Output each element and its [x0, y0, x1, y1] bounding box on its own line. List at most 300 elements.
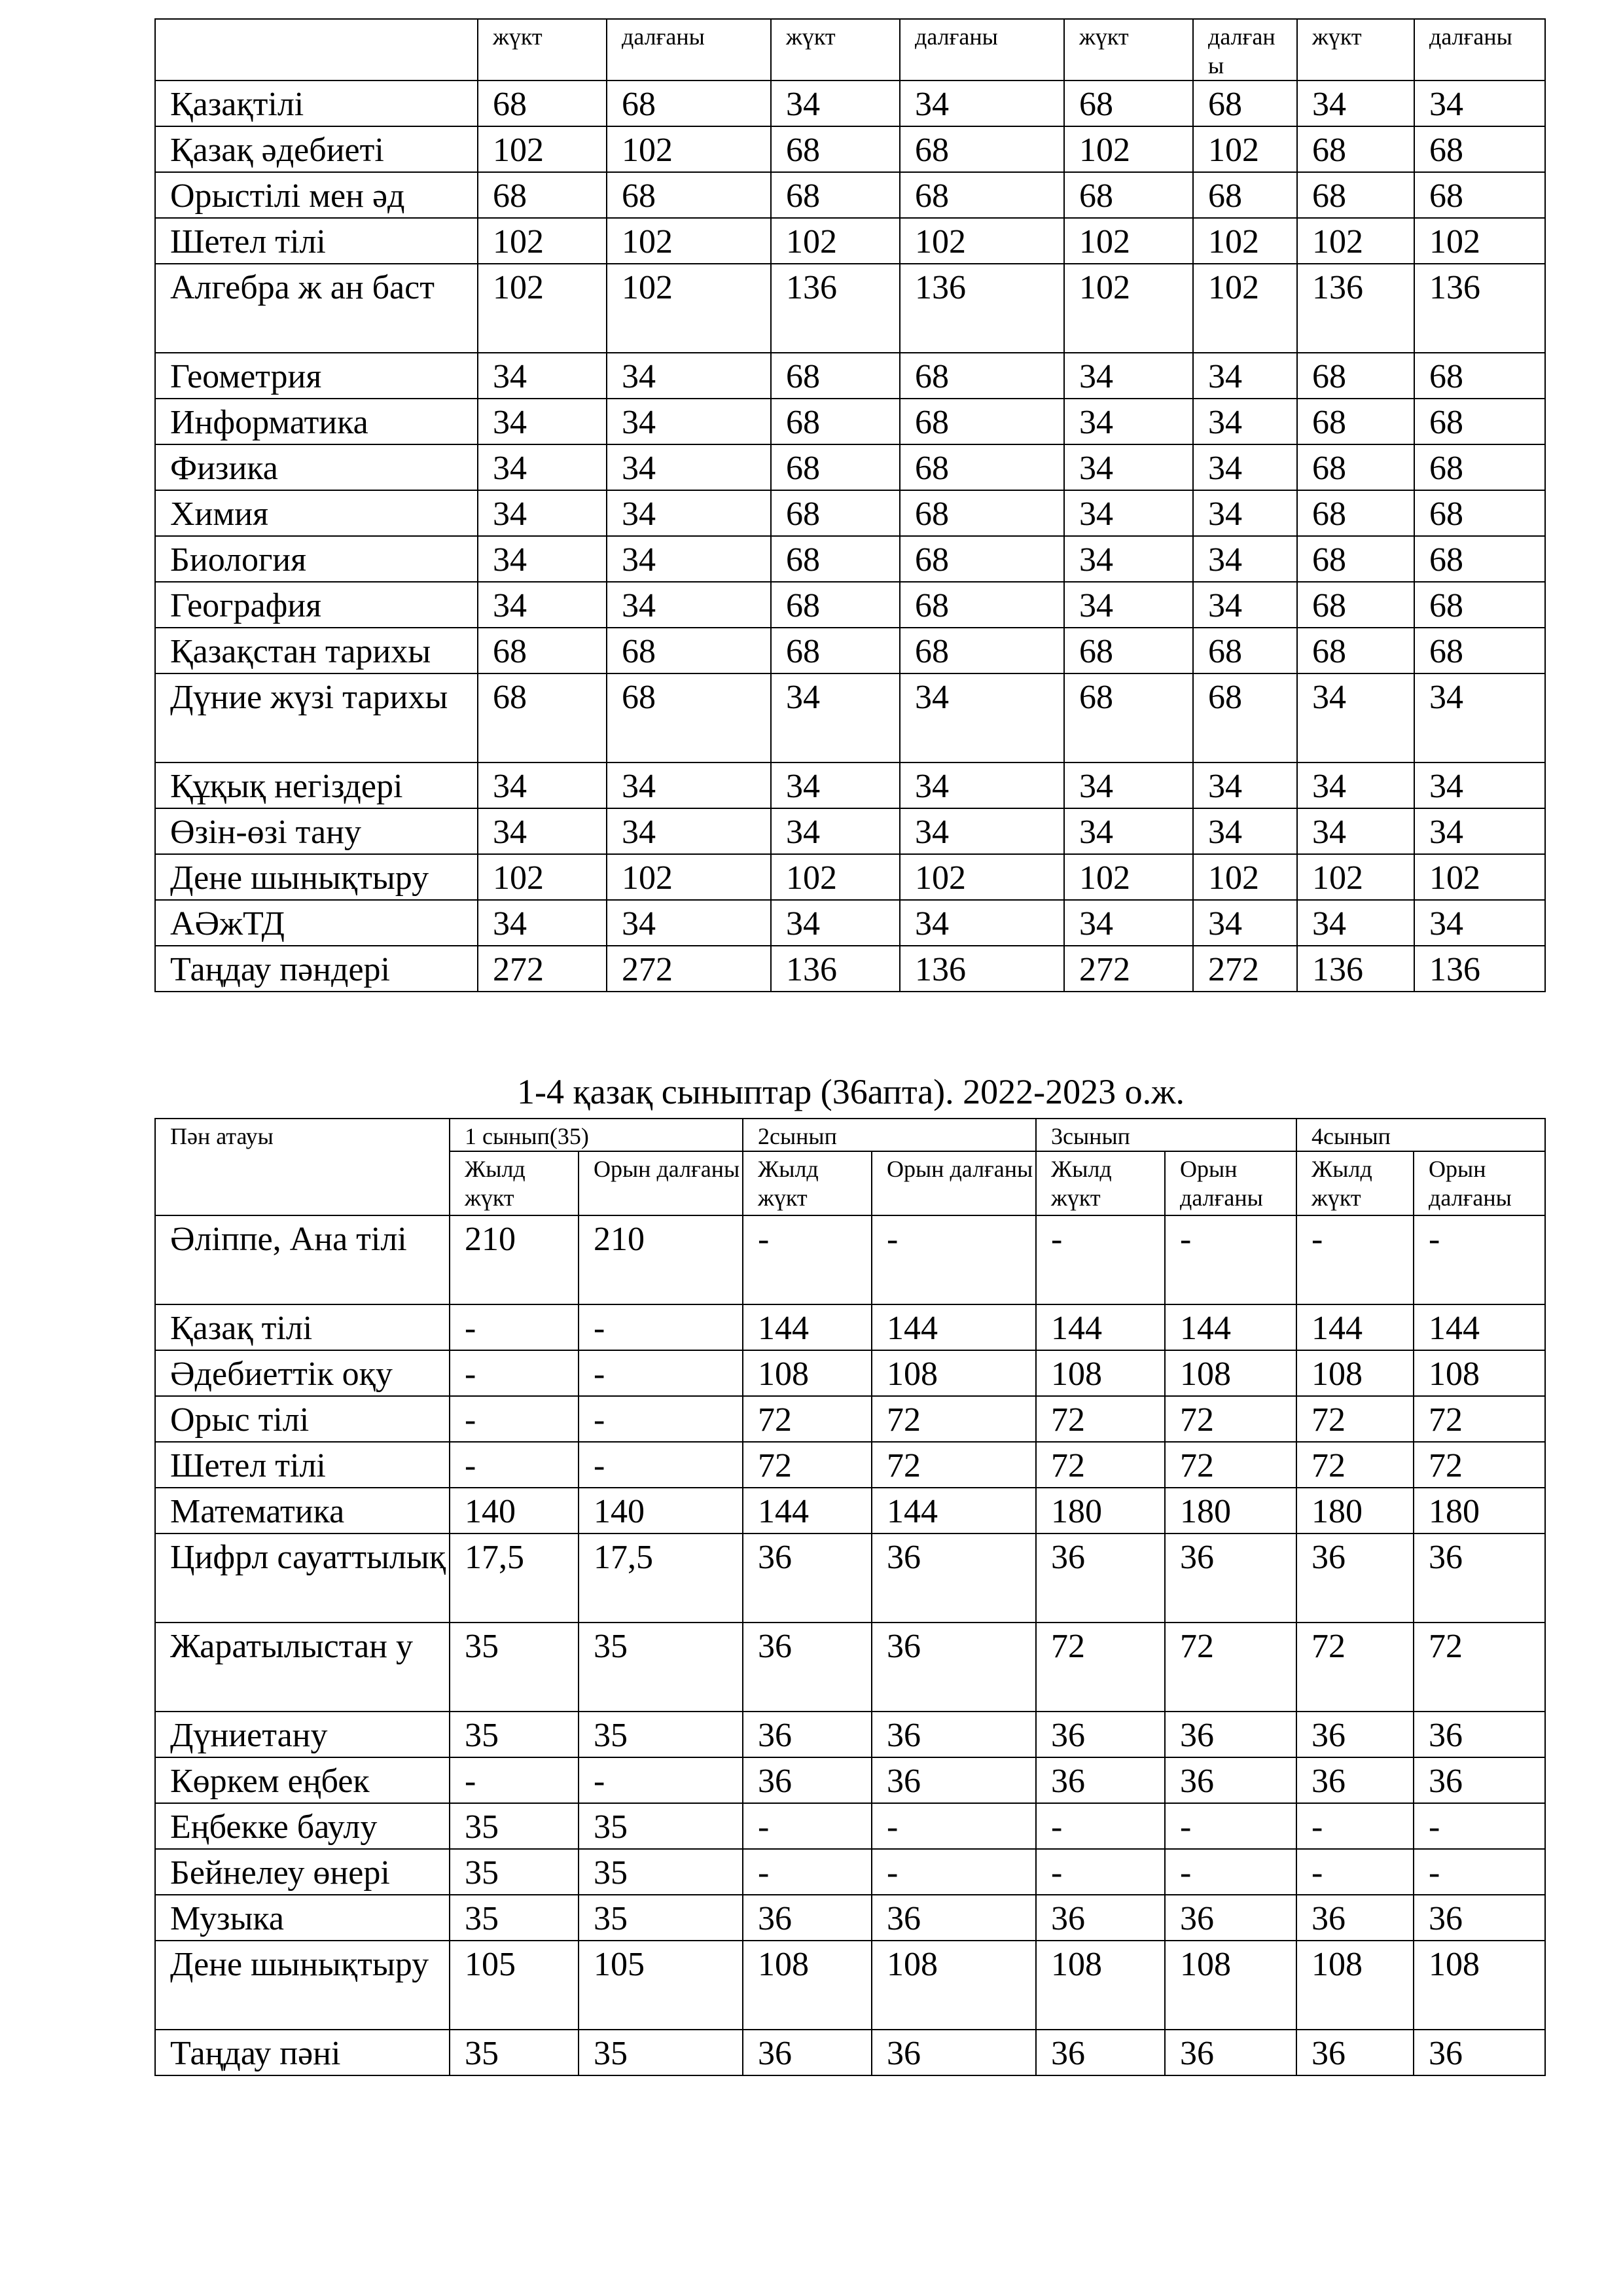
hours-cell: 68	[771, 126, 900, 172]
hours-cell: 136	[771, 264, 900, 353]
hours-cell: 102	[1193, 854, 1297, 900]
hours-cell: 36	[743, 1623, 872, 1712]
table-row	[155, 1304, 1545, 1350]
hours-cell: 34	[1193, 353, 1297, 399]
header-cell: жүкт	[478, 19, 607, 81]
hours-cell: 68	[771, 582, 900, 628]
hours-cell: -	[579, 1396, 743, 1442]
hours-cell: 34	[607, 399, 771, 444]
subject-name-cell: Биология	[155, 536, 478, 582]
subject-name-cell: Қазақ тілі	[155, 1304, 450, 1350]
hours-cell: 34	[1064, 444, 1193, 490]
hours-cell: 136	[1414, 946, 1545, 992]
table-row	[155, 536, 1545, 582]
hours-cell: 68	[900, 582, 1064, 628]
hours-cell: 34	[1193, 399, 1297, 444]
hours-cell: 144	[872, 1304, 1036, 1350]
hours-cell: 68	[1193, 81, 1297, 126]
subheader-cell: Жылд жүкт	[450, 1151, 579, 1215]
hours-cell: 105	[579, 1941, 743, 2030]
hours-cell: 68	[1297, 536, 1414, 582]
hours-cell: 102	[478, 218, 607, 264]
hours-table-grades-1-4	[154, 1118, 1546, 2076]
table-row	[155, 1534, 1545, 1623]
subject-name-cell: Қазақтілі	[155, 81, 478, 126]
hours-cell: 102	[607, 218, 771, 264]
hours-cell: -	[1036, 1849, 1165, 1895]
hours-cell: 72	[1165, 1442, 1296, 1488]
subheader-cell: Орын далғаны	[1165, 1151, 1296, 1215]
table-row	[155, 946, 1545, 992]
hours-cell: 180	[1165, 1488, 1296, 1534]
hours-cell: 272	[607, 946, 771, 992]
table-row	[155, 1396, 1545, 1442]
header-cell: жүкт	[771, 19, 900, 81]
hours-cell: 34	[771, 762, 900, 808]
hours-cell: 34	[771, 673, 900, 762]
hours-cell: 34	[1414, 762, 1545, 808]
hours-cell: 68	[1064, 81, 1193, 126]
hours-cell: 144	[872, 1488, 1036, 1534]
hours-cell: -	[872, 1849, 1036, 1895]
hours-cell: -	[1036, 1803, 1165, 1849]
hours-cell: 35	[450, 1712, 579, 1757]
subject-name-cell: Дүние жүзі тарихы	[155, 673, 478, 762]
hours-cell: 34	[478, 536, 607, 582]
subject-name-cell: Көркем еңбек	[155, 1757, 450, 1803]
hours-cell: 72	[1296, 1623, 1414, 1712]
hours-cell: -	[743, 1215, 872, 1304]
hours-cell: 68	[771, 444, 900, 490]
hours-cell: 34	[1414, 81, 1545, 126]
hours-cell: 17,5	[450, 1534, 579, 1623]
hours-cell: 36	[1296, 1895, 1414, 1941]
hours-cell: 34	[1193, 762, 1297, 808]
hours-cell: 36	[1414, 2030, 1545, 2075]
hours-cell: -	[1165, 1215, 1296, 1304]
hours-cell: 68	[478, 673, 607, 762]
hours-cell: 180	[1296, 1488, 1414, 1534]
hours-cell: 36	[1414, 1534, 1545, 1623]
table-row	[155, 399, 1545, 444]
hours-cell: 34	[1414, 900, 1545, 946]
subject-name-cell: АӘжТД	[155, 900, 478, 946]
table-row	[155, 854, 1545, 900]
hours-cell: 34	[478, 490, 607, 536]
hours-cell: 68	[607, 673, 771, 762]
hours-cell: 34	[1193, 490, 1297, 536]
header-cell: жүкт	[1297, 19, 1414, 81]
hours-cell: 34	[607, 444, 771, 490]
hours-cell: 102	[478, 126, 607, 172]
subject-name-cell: Өзін-өзі тану	[155, 808, 478, 854]
hours-cell: 35	[579, 2030, 743, 2075]
hours-cell: 136	[1414, 264, 1545, 353]
hours-cell: 36	[1036, 2030, 1165, 2075]
hours-cell: 36	[1296, 1534, 1414, 1623]
hours-cell: 180	[1036, 1488, 1165, 1534]
table-row	[155, 1442, 1545, 1488]
hours-cell: 72	[743, 1396, 872, 1442]
hours-cell: 35	[579, 1712, 743, 1757]
table-row	[155, 1895, 1545, 1941]
hours-cell: 108	[743, 1350, 872, 1396]
hours-cell: 108	[1296, 1350, 1414, 1396]
hours-cell: 68	[1297, 126, 1414, 172]
hours-cell: 144	[1165, 1304, 1296, 1350]
hours-cell: -	[1165, 1849, 1296, 1895]
hours-cell: 68	[900, 536, 1064, 582]
hours-cell: 34	[1064, 536, 1193, 582]
hours-cell: -	[450, 1350, 579, 1396]
subject-name-cell: Дүниетану	[155, 1712, 450, 1757]
hours-cell: 34	[1414, 808, 1545, 854]
hours-cell: 68	[1297, 172, 1414, 218]
hours-cell: 136	[900, 946, 1064, 992]
hours-cell: 36	[872, 1534, 1036, 1623]
hours-cell: 72	[1414, 1442, 1545, 1488]
hours-cell: 36	[1165, 1757, 1296, 1803]
subject-column-header: Пән атауы	[155, 1119, 450, 1215]
subheader-cell: Орын далғаны	[872, 1151, 1036, 1215]
hours-cell: 210	[450, 1215, 579, 1304]
table-row	[155, 628, 1545, 673]
hours-cell: 68	[1193, 172, 1297, 218]
hours-cell: 72	[1165, 1396, 1296, 1442]
hours-cell: 102	[607, 854, 771, 900]
table-row	[155, 1215, 1545, 1304]
hours-cell: -	[579, 1442, 743, 1488]
hours-cell: 34	[900, 673, 1064, 762]
hours-cell: 68	[478, 628, 607, 673]
hours-cell: 34	[607, 808, 771, 854]
hours-cell: 108	[1296, 1941, 1414, 2030]
hours-cell: -	[1296, 1215, 1414, 1304]
hours-cell: 102	[1414, 854, 1545, 900]
subheader-cell: Орын далғаны	[1414, 1151, 1545, 1215]
hours-cell: -	[872, 1803, 1036, 1849]
hours-cell: 68	[1414, 628, 1545, 673]
hours-cell: 34	[1193, 444, 1297, 490]
hours-cell: 34	[1193, 536, 1297, 582]
subject-name-cell: Орыс тілі	[155, 1396, 450, 1442]
hours-cell: 68	[1297, 399, 1414, 444]
hours-cell: 68	[900, 399, 1064, 444]
hours-cell: 36	[743, 1534, 872, 1623]
hours-cell: 68	[771, 536, 900, 582]
hours-cell: 108	[872, 1350, 1036, 1396]
hours-cell: 36	[1165, 1895, 1296, 1941]
hours-cell: 34	[478, 353, 607, 399]
table-row	[155, 264, 1545, 353]
hours-cell: 68	[1414, 582, 1545, 628]
hours-cell: 180	[1414, 1488, 1545, 1534]
hours-cell: 108	[872, 1941, 1036, 2030]
table-row	[155, 126, 1545, 172]
hours-cell: 144	[1296, 1304, 1414, 1350]
hours-cell: 36	[872, 1757, 1036, 1803]
hours-cell: 72	[1036, 1396, 1165, 1442]
hours-cell: 105	[450, 1941, 579, 2030]
hours-cell: 35	[450, 2030, 579, 2075]
hours-cell: 68	[1297, 582, 1414, 628]
subheader-cell: Жылд жүкт	[1296, 1151, 1414, 1215]
subject-name-cell: Әдебиеттік оқу	[155, 1350, 450, 1396]
hours-cell: 36	[1414, 1895, 1545, 1941]
hours-cell: 68	[900, 444, 1064, 490]
table-caption: 1-4 қазақ сыныптар (36апта). 2022-2023 о.ж.	[517, 1072, 1185, 1111]
subject-name-cell: Орыстілі мен әд	[155, 172, 478, 218]
subject-name-cell: Жаратылыстан у	[155, 1623, 450, 1712]
subject-name-cell: Қазақстан тарихы	[155, 628, 478, 673]
hours-cell: -	[1296, 1849, 1414, 1895]
hours-cell: 34	[607, 762, 771, 808]
hours-cell: 34	[1297, 808, 1414, 854]
hours-cell: 68	[1414, 172, 1545, 218]
hours-cell: 102	[1414, 218, 1545, 264]
hours-cell: 102	[1064, 218, 1193, 264]
hours-cell: 34	[900, 808, 1064, 854]
subject-name-cell: Дене шынықтыру	[155, 854, 478, 900]
hours-cell: 34	[1064, 582, 1193, 628]
hours-cell: 272	[1193, 946, 1297, 992]
hours-cell: -	[579, 1757, 743, 1803]
hours-cell: 68	[1414, 490, 1545, 536]
hours-cell: 36	[1296, 1757, 1414, 1803]
hours-cell: 34	[1064, 490, 1193, 536]
hours-cell: -	[450, 1396, 579, 1442]
grade-header: 4сынып	[1296, 1119, 1545, 1151]
hours-cell: 102	[607, 264, 771, 353]
hours-cell: -	[450, 1757, 579, 1803]
hours-cell: 102	[1193, 264, 1297, 353]
hours-cell: 34	[478, 582, 607, 628]
hours-cell: 72	[1165, 1623, 1296, 1712]
hours-cell: 68	[1193, 628, 1297, 673]
hours-cell: 36	[1296, 1712, 1414, 1757]
table-row	[155, 1350, 1545, 1396]
hours-cell: 68	[1414, 126, 1545, 172]
hours-cell: 68	[771, 490, 900, 536]
table-row	[155, 2030, 1545, 2075]
hours-cell: 35	[450, 1803, 579, 1849]
table-row	[155, 762, 1545, 808]
hours-cell: 140	[450, 1488, 579, 1534]
hours-cell: 34	[1064, 353, 1193, 399]
hours-cell: 144	[743, 1304, 872, 1350]
hours-cell: -	[1414, 1803, 1545, 1849]
subject-name-cell: Геометрия	[155, 353, 478, 399]
hours-cell: 34	[771, 81, 900, 126]
hours-cell: 35	[450, 1623, 579, 1712]
table-row	[155, 1757, 1545, 1803]
hours-cell: 68	[771, 172, 900, 218]
hours-cell: 108	[1165, 1941, 1296, 2030]
subject-name-cell: Құқық негіздері	[155, 762, 478, 808]
hours-cell: 68	[1297, 490, 1414, 536]
hours-cell: 35	[579, 1895, 743, 1941]
subject-name-cell: Шетел тілі	[155, 1442, 450, 1488]
table-row	[155, 582, 1545, 628]
table-row	[155, 1941, 1545, 2030]
hours-cell: 108	[1165, 1350, 1296, 1396]
table-row	[155, 1803, 1545, 1849]
table-row	[155, 808, 1545, 854]
hours-cell: 136	[1297, 946, 1414, 992]
subject-name-cell: География	[155, 582, 478, 628]
hours-cell: 35	[579, 1849, 743, 1895]
hours-cell: 102	[900, 854, 1064, 900]
table-row	[155, 490, 1545, 536]
hours-cell: 36	[872, 1623, 1036, 1712]
hours-cell: 272	[478, 946, 607, 992]
hours-cell: -	[1296, 1803, 1414, 1849]
subject-name-cell: Еңбекке баулу	[155, 1803, 450, 1849]
hours-cell: 102	[607, 126, 771, 172]
hours-cell: 72	[872, 1442, 1036, 1488]
hours-cell: 72	[743, 1442, 872, 1488]
subheader-cell: Жылд жүкт	[743, 1151, 872, 1215]
hours-cell: 68	[1297, 353, 1414, 399]
hours-cell: 36	[743, 1895, 872, 1941]
hours-cell: 68	[1064, 673, 1193, 762]
hours-cell: 35	[450, 1849, 579, 1895]
hours-cell: 68	[900, 353, 1064, 399]
hours-cell: 72	[1036, 1442, 1165, 1488]
subject-name-cell: Химия	[155, 490, 478, 536]
hours-cell: 102	[1193, 218, 1297, 264]
hours-cell: 102	[478, 854, 607, 900]
table-row	[155, 353, 1545, 399]
hours-cell: 108	[1036, 1941, 1165, 2030]
hours-cell: 34	[1064, 808, 1193, 854]
hours-cell: 34	[900, 81, 1064, 126]
hours-cell: 68	[478, 81, 607, 126]
hours-cell: 102	[1297, 218, 1414, 264]
hours-cell: 136	[1297, 264, 1414, 353]
hours-cell: 36	[743, 1712, 872, 1757]
hours-cell: 36	[1414, 1712, 1545, 1757]
hours-cell: 68	[478, 172, 607, 218]
hours-cell: 136	[900, 264, 1064, 353]
hours-cell: 144	[1036, 1304, 1165, 1350]
hours-cell: 68	[900, 490, 1064, 536]
subject-name-cell: Таңдау пәні	[155, 2030, 450, 2075]
hours-cell: 72	[1036, 1623, 1165, 1712]
hours-cell: 34	[1193, 582, 1297, 628]
subject-name-cell: Музыка	[155, 1895, 450, 1941]
subheader-cell: Жылд жүкт	[1036, 1151, 1165, 1215]
hours-cell: 36	[743, 1757, 872, 1803]
hours-cell: 34	[1193, 808, 1297, 854]
hours-cell: 210	[579, 1215, 743, 1304]
hours-cell: 68	[771, 353, 900, 399]
header-cell: далғаны	[1414, 19, 1545, 81]
hours-cell: 36	[1036, 1712, 1165, 1757]
hours-cell: 136	[771, 946, 900, 992]
hours-cell: 68	[1297, 628, 1414, 673]
hours-cell: 34	[607, 490, 771, 536]
subject-name-cell: Цифрл сауаттылық	[155, 1534, 450, 1623]
hours-cell: 36	[1296, 2030, 1414, 2075]
hours-cell: 68	[1414, 444, 1545, 490]
hours-cell: 34	[1193, 900, 1297, 946]
hours-cell: 68	[607, 628, 771, 673]
header-row	[155, 1119, 1545, 1151]
hours-cell: 34	[478, 762, 607, 808]
header-cell: далғаны	[607, 19, 771, 81]
hours-cell: 36	[872, 1895, 1036, 1941]
hours-cell: 108	[1414, 1350, 1545, 1396]
grade-header: 2сынып	[743, 1119, 1036, 1151]
hours-cell: 68	[1414, 536, 1545, 582]
hours-cell: 102	[771, 218, 900, 264]
hours-cell: 34	[771, 900, 900, 946]
hours-cell: 34	[1297, 762, 1414, 808]
hours-cell: 272	[1064, 946, 1193, 992]
hours-cell: 36	[872, 2030, 1036, 2075]
hours-cell: 36	[743, 2030, 872, 2075]
hours-cell: 68	[900, 628, 1064, 673]
hours-cell: 68	[900, 172, 1064, 218]
hours-cell: 102	[1064, 854, 1193, 900]
subject-name-cell: Информатика	[155, 399, 478, 444]
hours-cell: 34	[900, 900, 1064, 946]
subject-name-cell: Әліппе, Ана тілі	[155, 1215, 450, 1304]
subject-name-cell: Физика	[155, 444, 478, 490]
hours-cell: 34	[1297, 81, 1414, 126]
subject-name-cell: Таңдау пәндері	[155, 946, 478, 992]
hours-cell: 102	[1193, 126, 1297, 172]
header-cell: далғаны	[900, 19, 1064, 81]
hours-cell: 72	[1414, 1623, 1545, 1712]
hours-cell: 34	[1064, 762, 1193, 808]
subject-name-cell: Алгебра ж ан баст	[155, 264, 478, 353]
table-row	[155, 900, 1545, 946]
subject-name-cell: Математика	[155, 1488, 450, 1534]
hours-cell: 34	[478, 900, 607, 946]
hours-cell: -	[872, 1215, 1036, 1304]
hours-cell: 68	[607, 81, 771, 126]
hours-cell: 36	[1036, 1895, 1165, 1941]
header-cell: далған ы	[1193, 19, 1297, 81]
hours-cell: 68	[1064, 172, 1193, 218]
hours-cell: 36	[1165, 1712, 1296, 1757]
hours-cell: 72	[1296, 1396, 1414, 1442]
hours-cell: -	[450, 1442, 579, 1488]
hours-cell: 34	[900, 762, 1064, 808]
subject-name-cell: Бейнелеу өнері	[155, 1849, 450, 1895]
hours-cell: 35	[579, 1803, 743, 1849]
hours-cell: 35	[450, 1895, 579, 1941]
grade-header: 1 сынып(35)	[450, 1119, 743, 1151]
hours-cell: 34	[1297, 673, 1414, 762]
hours-cell: 34	[478, 399, 607, 444]
hours-cell: 34	[607, 582, 771, 628]
hours-cell: 35	[579, 1623, 743, 1712]
hours-cell: -	[743, 1803, 872, 1849]
hours-cell: 34	[771, 808, 900, 854]
hours-cell: 68	[1414, 399, 1545, 444]
hours-cell: 68	[1193, 673, 1297, 762]
hours-cell: 36	[872, 1712, 1036, 1757]
table-row	[155, 1488, 1545, 1534]
hours-cell: 36	[1414, 1757, 1545, 1803]
hours-cell: 68	[1064, 628, 1193, 673]
table-row	[155, 81, 1545, 126]
table-row	[155, 1623, 1545, 1712]
hours-cell: -	[1036, 1215, 1165, 1304]
